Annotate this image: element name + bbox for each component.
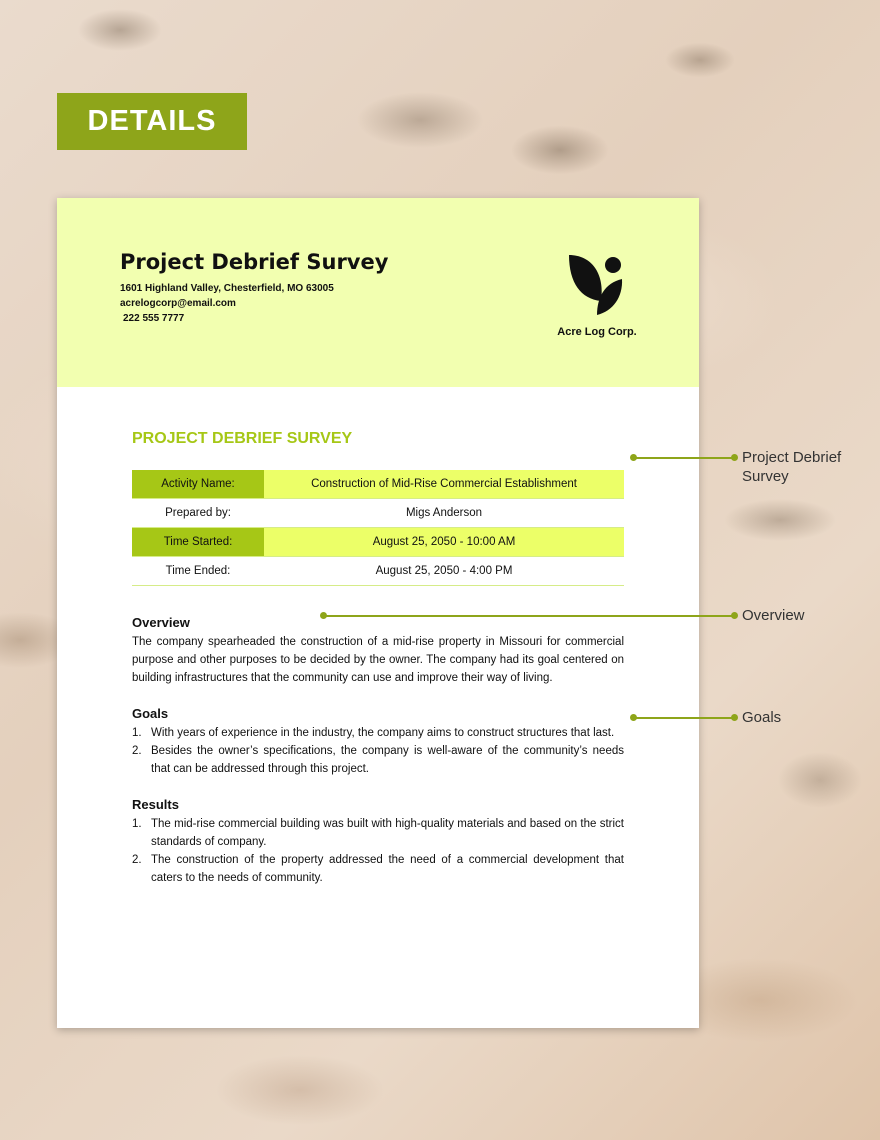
list-text: Besides the owner’s specifications, the company is well-aware of the community’s needs that can be addressed through this project. [151,745,624,775]
goals-list [132,724,624,778]
list-text: With years of experience in the industry, the company aims to construct structures that last. [151,727,615,739]
table-label: Prepared by: [165,507,231,519]
table-value: August 25, 2050 - 10:00 AM [264,528,624,556]
callout-line-survey [634,457,734,459]
list-text: The construction of the property addressed the need of a commercial development that caters to the needs of community. [151,854,624,884]
callout-dot [320,612,327,619]
document-page [57,198,699,1028]
table-row [132,470,624,499]
table-label: Time Started: [132,528,264,556]
table-value: Migs Anderson [405,507,483,519]
list-text: The mid-rise commercial building was built with high-quality materials and based on the strict standards of company. [151,818,624,848]
table-row [132,557,624,586]
list-item [132,724,624,742]
callout-dot [731,612,738,619]
goals-heading: Goals [132,706,169,721]
company-name: Acre Log Corp. [557,326,637,338]
list-item [132,815,624,851]
section-heading: PROJECT DEBRIEF SURVEY [132,430,353,447]
list-number: 2. [132,854,142,866]
results-heading: Results [132,797,179,812]
callout-dot [630,454,637,461]
details-badge: DETAILS [57,93,247,150]
document-header [57,198,699,387]
list-number: 1. [132,727,142,739]
info-table [132,470,624,586]
table-value: Construction of Mid-Rise Commercial Establishment [264,470,624,498]
callout-dot [731,714,738,721]
callout-label-goals: Goals [742,709,782,726]
company-address: 1601 Highland Valley, Chesterfield, MO 63005 [120,283,334,294]
list-item [132,742,624,778]
callout-label-overview: Overview [742,607,805,624]
table-value: August 25, 2050 - 4:00 PM [375,565,513,577]
callout-label-survey: Project Debrief Survey [742,449,842,485]
overview-text: The company spearheaded the construction of a mid-rise property in Missouri for commercial purpose and other purposes to be decided by the owner. The company had its goal centered on building infrastructures that the community can use and improve their way of living. [132,636,624,684]
document-title: Project Debrief Survey [120,250,389,274]
table-label: Activity Name: [132,470,264,498]
callout-dot [630,714,637,721]
company-email: acrelogcorp@email.com [120,298,236,309]
callout-line-goals [634,717,734,719]
overview-heading: Overview [132,615,190,630]
list-number: 1. [132,818,142,830]
callout-line-overview [324,615,734,617]
list-item [132,851,624,887]
company-phone: 222 555 7777 [123,313,185,324]
leaf-logo-icon [567,253,627,318]
results-list [132,815,624,887]
callout-dot [731,454,738,461]
table-row [132,499,624,528]
table-row [132,528,624,557]
table-label: Time Ended: [165,565,231,577]
list-number: 2. [132,745,142,757]
